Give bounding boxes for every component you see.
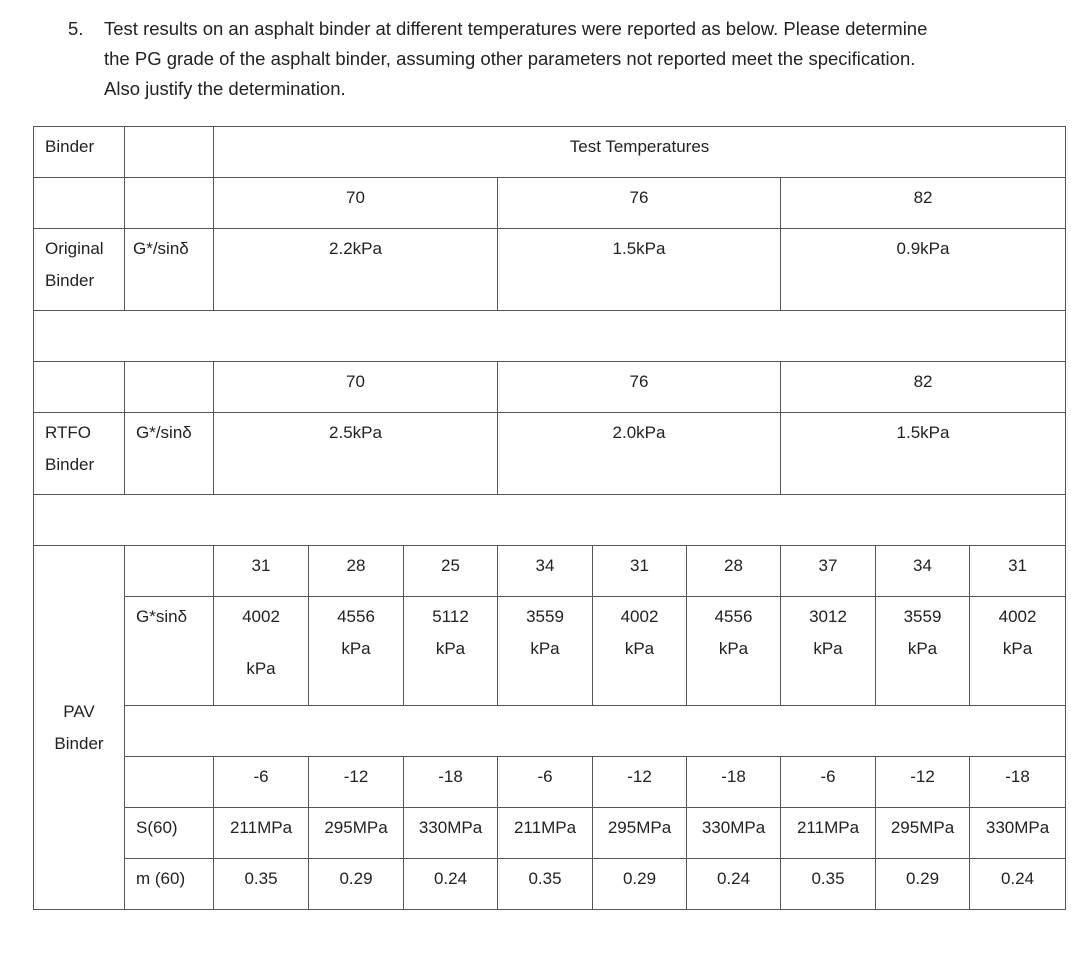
value-cell: 330MPa: [970, 808, 1066, 859]
temp-cell: 82: [781, 178, 1066, 229]
value-cell: 2.2kPa: [214, 229, 498, 311]
temp-cell: 31: [593, 546, 687, 597]
empty-cell: [34, 178, 125, 229]
question-number: 5.: [68, 18, 84, 39]
value-number: 5112: [432, 607, 469, 626]
spacer-cell: [125, 706, 1066, 757]
value-cell: 211MPa: [214, 808, 309, 859]
value-cell: [781, 597, 876, 706]
temp-cell: 82: [781, 362, 1066, 413]
empty-cell: [34, 362, 125, 413]
value-cell: 0.9kPa: [781, 229, 1066, 311]
value-cell: 211MPa: [498, 808, 593, 859]
value-cell: 295MPa: [593, 808, 687, 859]
pav-spacer-row: [34, 706, 1066, 757]
empty-cell: [125, 546, 214, 597]
temp-cell: 70: [214, 362, 498, 413]
value-cell: [593, 597, 687, 706]
question-text: Test results on an asphalt binder at different temperatures were reported as below. Please determine the PG grade of the asphalt binder, assuming other parameters not reported meet the specification. Also justify the determination.: [104, 18, 928, 99]
value-cell: 0.35: [214, 859, 309, 910]
value-cell: 1.5kPa: [498, 229, 781, 311]
value-unit: kPa: [341, 639, 371, 658]
binder-header: Binder: [34, 127, 125, 178]
value-cell: [404, 597, 498, 706]
temp-cell: -12: [309, 757, 404, 808]
temp-cell: -18: [970, 757, 1066, 808]
temp-cell: 70: [214, 178, 498, 229]
pav-m-value-row: [34, 859, 1066, 910]
rtfo-binder-row: [34, 413, 1066, 495]
value-cell: 1.5kPa: [781, 413, 1066, 495]
rtfo-binder-label: [34, 413, 125, 495]
spacer-row: [34, 495, 1066, 546]
value-number: 3559: [903, 607, 942, 626]
value-unit: kPa: [718, 639, 749, 658]
parameter-label: G*sinδ: [125, 597, 214, 706]
temp-cell: 28: [687, 546, 781, 597]
value-cell: 0.24: [687, 859, 781, 910]
value-number: 3559: [526, 607, 564, 626]
pav-g-temp-row: [34, 546, 1066, 597]
label-line: Original: [45, 239, 104, 258]
temp-cell: -6: [498, 757, 593, 808]
header-row: [34, 127, 1066, 178]
label-line: RTFO: [45, 423, 91, 442]
spacer-row: [34, 311, 1066, 362]
temp-cell: 25: [404, 546, 498, 597]
value-cell: [214, 597, 309, 706]
temp-cell: 28: [309, 546, 404, 597]
value-number: 4556: [337, 607, 375, 626]
parameter-label: G*/sinδ: [125, 413, 214, 495]
test-temperatures-header: Test Temperatures: [214, 127, 1066, 178]
temp-cell: 34: [876, 546, 970, 597]
temp-cell: -12: [876, 757, 970, 808]
value-cell: 295MPa: [876, 808, 970, 859]
empty-cell: [125, 178, 214, 229]
temp-cell: 76: [498, 178, 781, 229]
value-cell: 330MPa: [687, 808, 781, 859]
rtfo-temp-row: [34, 362, 1066, 413]
value-cell: 0.35: [781, 859, 876, 910]
value-cell: [309, 597, 404, 706]
empty-cell: [125, 127, 214, 178]
temp-cell: 31: [970, 546, 1066, 597]
value-cell: 295MPa: [309, 808, 404, 859]
value-number: 4002: [998, 607, 1037, 626]
value-number: 4556: [714, 607, 753, 626]
value-cell: 0.24: [970, 859, 1066, 910]
parameter-label: G*/sinδ: [125, 229, 214, 311]
temp-cell: -18: [687, 757, 781, 808]
value-cell: 2.5kPa: [214, 413, 498, 495]
original-binder-row: [34, 229, 1066, 311]
value-unit: kPa: [813, 639, 843, 658]
pav-stiffness-row: [34, 808, 1066, 859]
temp-cell: -6: [781, 757, 876, 808]
value-cell: 211MPa: [781, 808, 876, 859]
value-number: 4002: [242, 607, 280, 626]
value-unit: kPa: [530, 639, 560, 658]
value-cell: [498, 597, 593, 706]
value-unit: kPa: [435, 639, 466, 658]
temp-cell: -6: [214, 757, 309, 808]
value-unit: kPa: [246, 659, 276, 678]
original-binder-label: [34, 229, 125, 311]
label-line: Binder: [54, 733, 104, 753]
value-unit: kPa: [907, 639, 938, 658]
pav-binder-label: [34, 546, 125, 910]
parameter-label: S(60): [125, 808, 214, 859]
pav-bbr-temp-row: [34, 757, 1066, 808]
value-unit: kPa: [624, 639, 655, 658]
temp-cell: 37: [781, 546, 876, 597]
pav-g-value-row: [34, 597, 1066, 706]
temp-cell: 34: [498, 546, 593, 597]
label-line: PAV: [63, 701, 95, 721]
temp-cell: 76: [498, 362, 781, 413]
value-cell: 0.24: [404, 859, 498, 910]
value-number: 4002: [620, 607, 659, 626]
value-cell: 0.29: [309, 859, 404, 910]
temp-cell: 31: [214, 546, 309, 597]
label-line: Binder: [45, 455, 95, 474]
spacer-cell: [34, 311, 1066, 362]
spacer-cell: [34, 495, 1066, 546]
test-results-table: [33, 126, 1066, 910]
value-cell: [970, 597, 1066, 706]
value-cell: [876, 597, 970, 706]
value-unit: kPa: [1002, 639, 1033, 658]
value-cell: 330MPa: [404, 808, 498, 859]
parameter-label: m (60): [125, 859, 214, 910]
value-number: 3012: [809, 607, 847, 626]
original-temp-row: [34, 178, 1066, 229]
empty-cell: [125, 757, 214, 808]
empty-cell: [125, 362, 214, 413]
value-cell: 0.35: [498, 859, 593, 910]
value-cell: 0.29: [876, 859, 970, 910]
value-cell: [687, 597, 781, 706]
temp-cell: -12: [593, 757, 687, 808]
value-cell: 2.0kPa: [498, 413, 781, 495]
label-line: Binder: [45, 271, 95, 290]
temp-cell: -18: [404, 757, 498, 808]
value-cell: 0.29: [593, 859, 687, 910]
